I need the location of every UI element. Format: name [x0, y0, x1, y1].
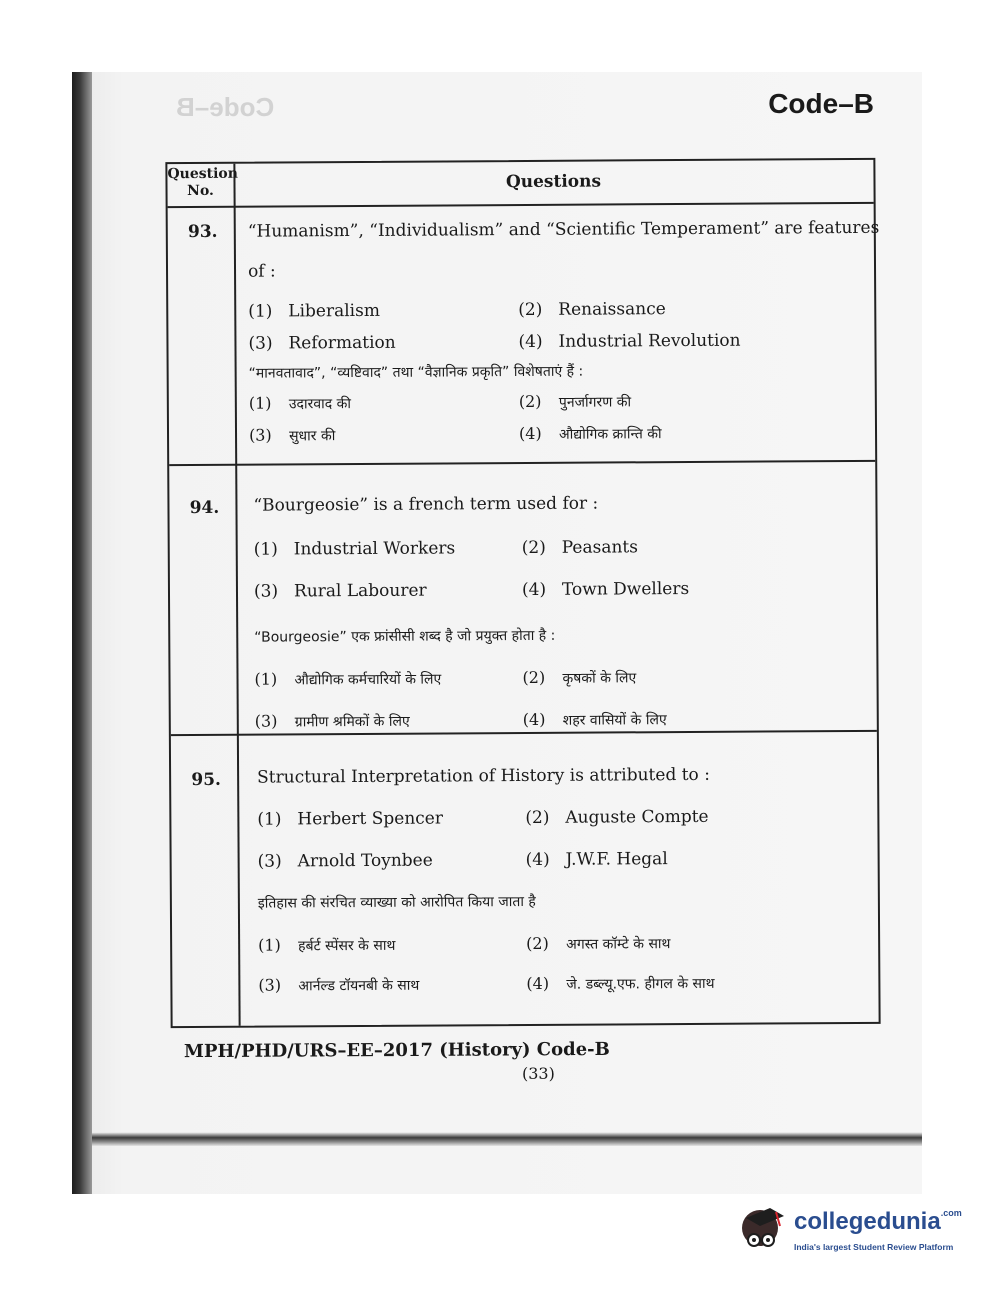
hindi-option-1: (1) औद्योगिक कर्मचारियों के लिए — [254, 669, 442, 689]
option-3: (3) Reformation — [248, 332, 396, 354]
question-number: 95. — [191, 769, 221, 791]
hindi-option-2: (2) अगस्त कॉम्टे के साथ — [526, 933, 671, 953]
question-text: Structural Interpretation of History is attributed to : — [257, 764, 710, 788]
option-4: (4) Industrial Revolution — [518, 330, 741, 353]
header-questions: Questions — [505, 171, 602, 193]
header-question-no: Question No. — [167, 165, 238, 200]
brand-tagline: India's largest Student Review Platform — [794, 1242, 954, 1252]
hindi-option-2: (2) पुनर्जागरण की — [518, 391, 632, 412]
hindi-question-text: “Bourgeosie” एक फ्रांसीसी शब्द है जो प्रयुक्त होता है : — [254, 627, 556, 646]
option-1: (1) Herbert Spencer — [257, 808, 443, 830]
option-2: (2) Renaissance — [518, 299, 666, 321]
hindi-question-text: “मानवतावाद”, “व्यष्टिवाद” तथा “वैज्ञानिक प्रकृति” विशेषताएं हैं : — [248, 363, 584, 382]
page-edge-shadow — [92, 1132, 922, 1146]
hindi-question-text: इतिहास की संरचित व्याख्या को आरोपित किया जाता है — [257, 893, 536, 912]
mascot-icon — [736, 1202, 788, 1256]
option-1: (1) Liberalism — [248, 300, 380, 322]
column-divider — [233, 164, 240, 1026]
option-1: (1) Industrial Workers — [253, 538, 456, 560]
hindi-option-1: (1) उदारवाद की — [248, 393, 352, 413]
collegedunia-watermark — [736, 1198, 966, 1268]
page-number: (33) — [522, 1064, 555, 1083]
hindi-option-4: (4) शहर वासियों के लिए — [522, 709, 667, 730]
hindi-option-3: (3) ग्रामीण श्रमिकों के लिए — [254, 711, 410, 731]
option-2: (2) Auguste Compte — [525, 806, 709, 828]
code-label: Code–B — [768, 88, 874, 119]
hindi-option-3: (3) सुधार की — [248, 425, 336, 445]
question-text: “Bourgeosie” is a french term used for : — [253, 493, 599, 516]
option-3: (3) Rural Labourer — [253, 580, 427, 602]
scanned-page — [72, 72, 922, 1194]
question-text: “Humanism”, “Individualism” and “Scientific Temperament” are features — [247, 217, 880, 242]
bleed-through-code: Code–B — [176, 92, 275, 122]
hindi-option-4: (4) जे. डब्ल्यू.एफ. हीगल के साथ — [526, 973, 715, 993]
option-4: (4) Town Dwellers — [521, 578, 690, 601]
hindi-option-4: (4) औद्योगिक क्रान्ति की — [518, 423, 662, 444]
brand-name: collegedunia$^{.com}$ — [794, 1208, 962, 1235]
option-4: (4) J.W.F. Hegal — [525, 849, 668, 870]
question-table — [165, 158, 880, 1028]
question-text-cont: of : — [247, 261, 276, 282]
table-header — [167, 160, 873, 208]
hindi-option-2: (2) कृषकों के लिए — [522, 667, 637, 688]
binding-shadow — [72, 72, 92, 1194]
hindi-option-1: (1) हर्बर्ट स्पेंसर के साथ — [258, 935, 396, 955]
option-3: (3) Arnold Toynbee — [257, 850, 433, 872]
footer-code: MPH/PHD/URS–EE–2017 (History) Code-B — [183, 1038, 610, 1063]
hindi-option-3: (3) आर्नल्ड टॉयनबी के साथ — [258, 975, 420, 995]
option-2: (2) Peasants — [521, 537, 639, 559]
question-number: 94. — [189, 497, 220, 519]
question-number: 93. — [187, 221, 218, 243]
row-separator — [169, 460, 875, 466]
